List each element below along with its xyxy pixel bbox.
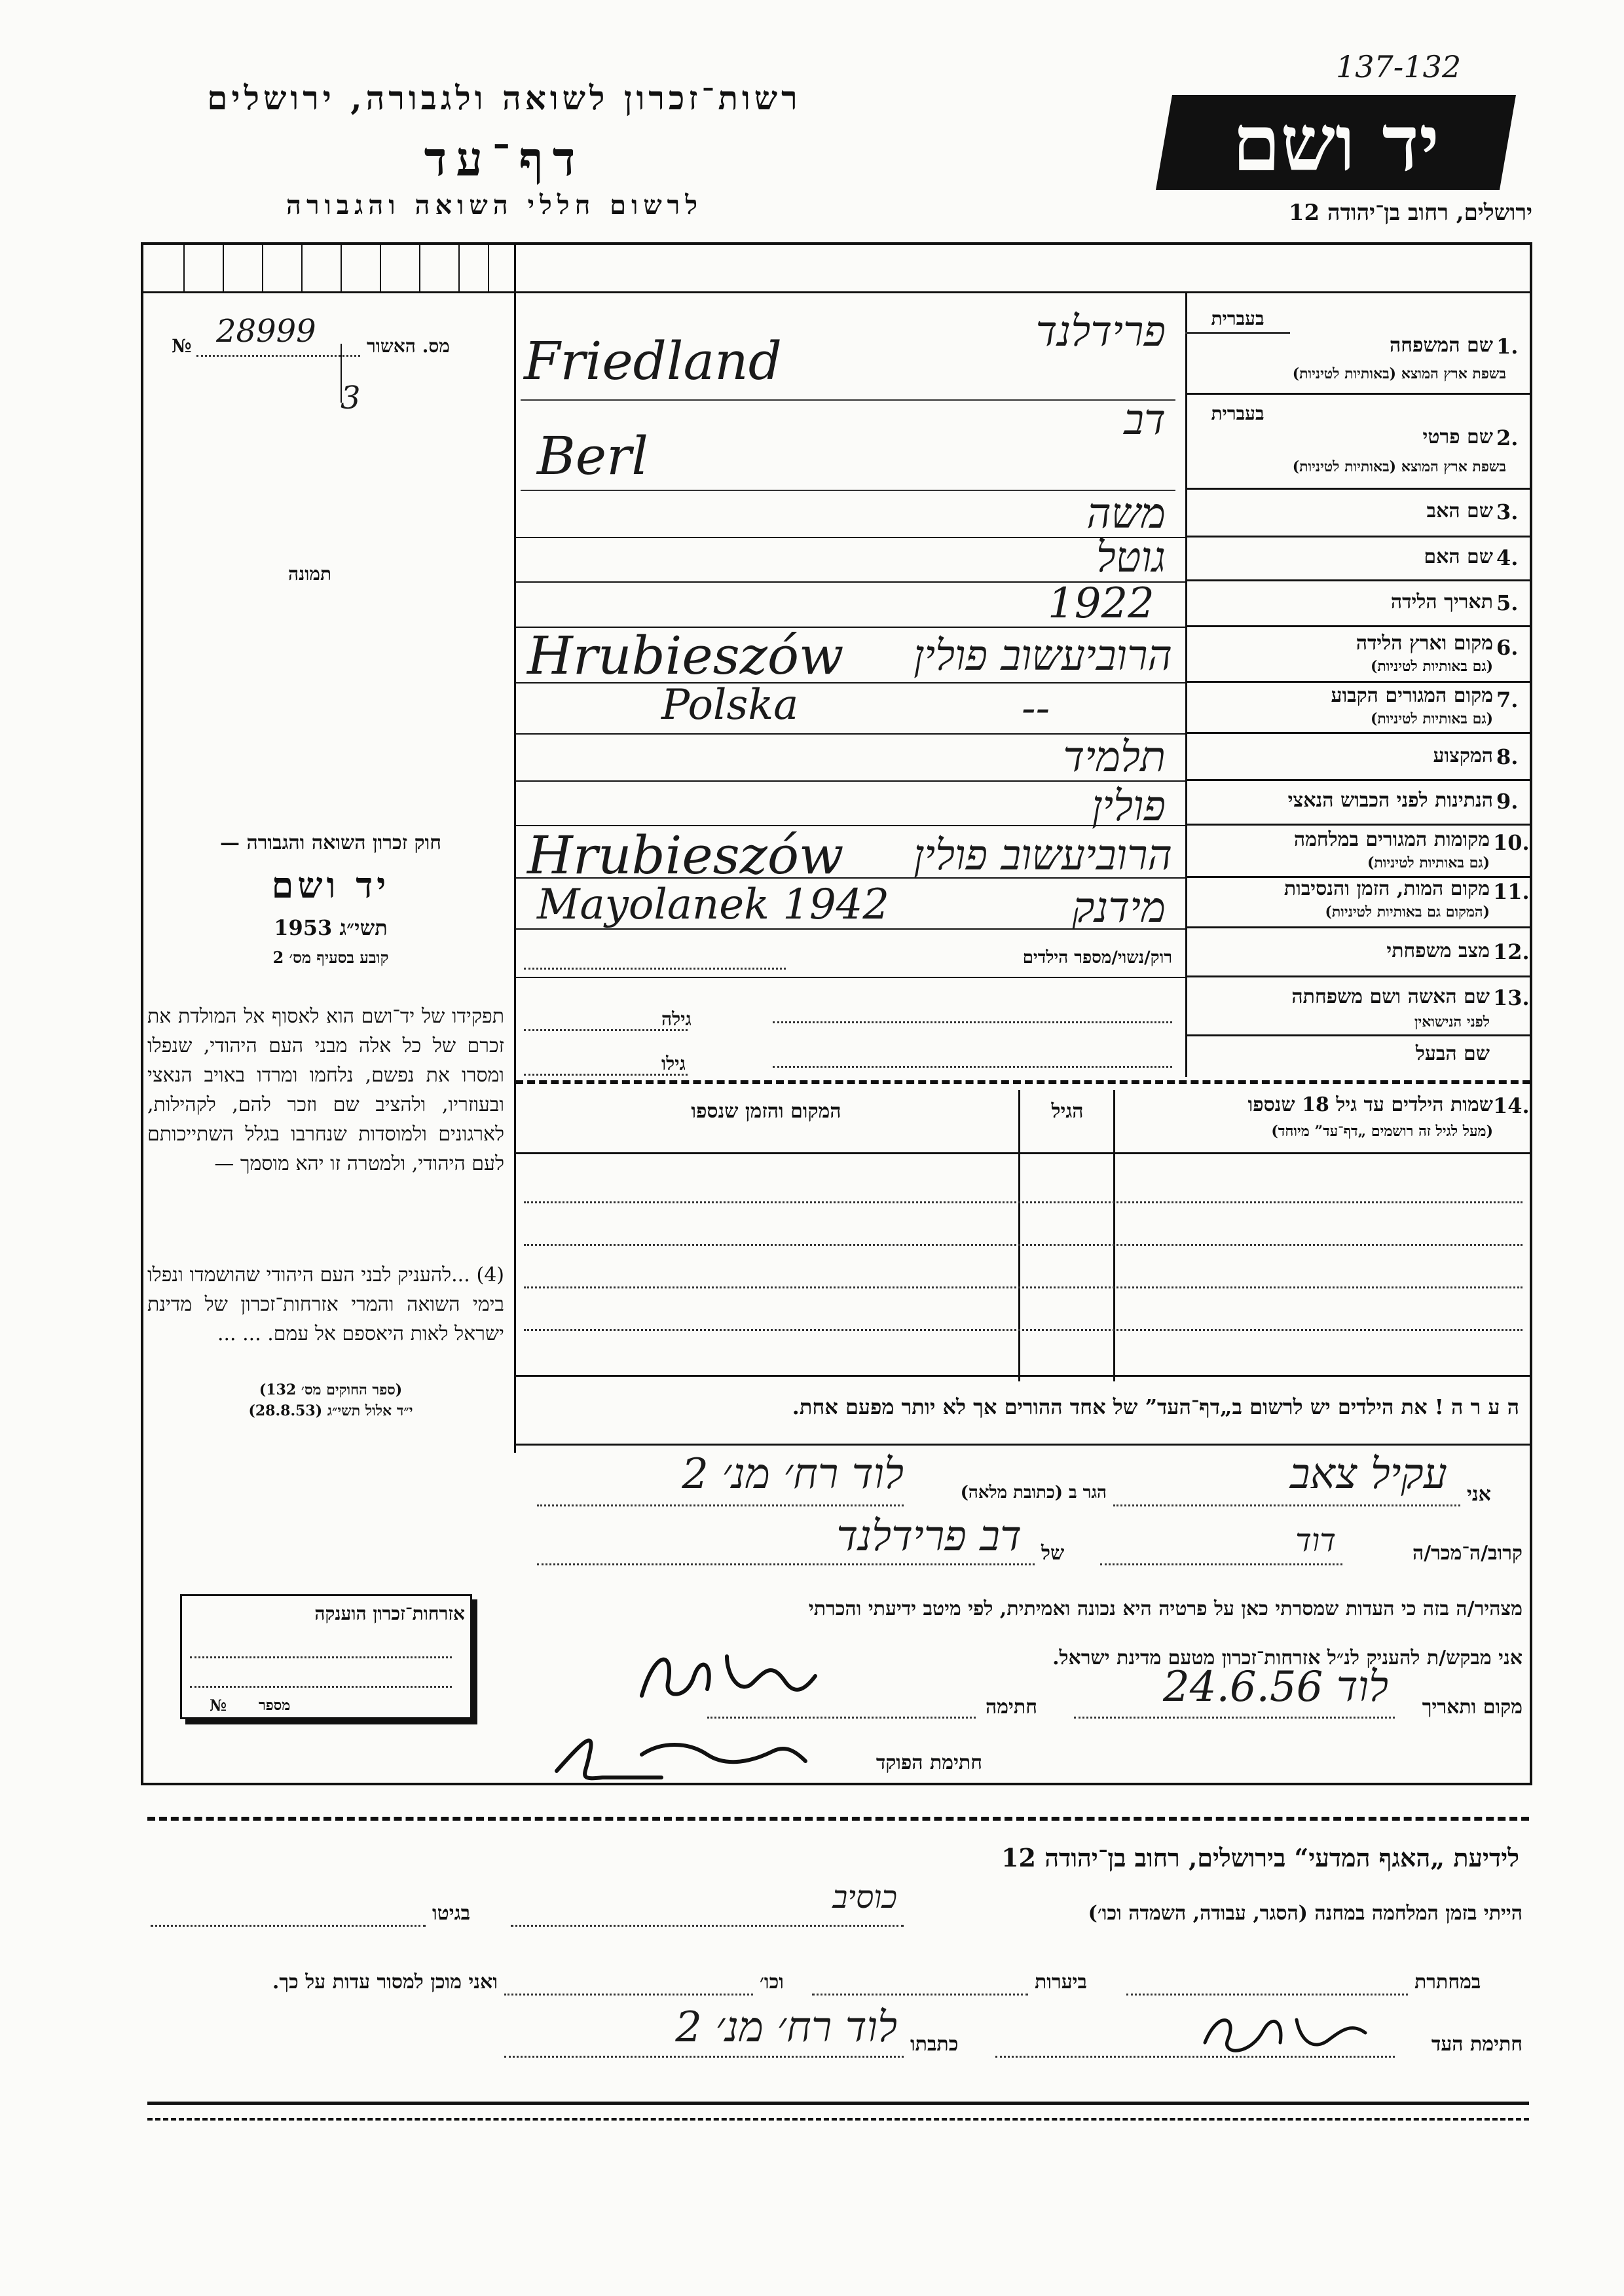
header-address: ירושלים, רחוב בן־יהודה 12 xyxy=(1288,200,1532,226)
form-subtitle: לרשום חללי השואה והגבורה xyxy=(286,190,703,221)
law-source: (ספר החוקים מס׳ 132) xyxy=(259,1381,403,1398)
field-12-num: 12. xyxy=(1493,939,1530,964)
bottom-ready-label: ואני מוכן למסור עדות על כך. xyxy=(272,1971,498,1994)
field-6-num: 6. xyxy=(1496,635,1519,660)
bottom-camp-value: כוסיב xyxy=(832,1879,897,1916)
form-title: דף־עד xyxy=(424,131,585,187)
witness-declaration: מצהיר/ה בזה כי העדות שמסרתי כאן על פרטיה היא נכונה ואמיתית, לפי מיטב ידיעתי והכרתי xyxy=(808,1597,1522,1620)
surname-latin: Friedland xyxy=(524,331,782,392)
birthplace-value: הרוביעשוב פולין xyxy=(913,632,1172,680)
occupation-value: תלמיד xyxy=(1063,733,1166,782)
field-13-num: 13. xyxy=(1493,985,1530,1010)
law-title: חוק זכרון השואה והגבורה — xyxy=(220,831,441,854)
field-1-sub: בשפת ארץ המוצא (באותיות לטיניות) xyxy=(1292,365,1506,382)
firstname-hebrew: דב xyxy=(1124,396,1166,445)
husband-label: שם הבעל xyxy=(1415,1042,1490,1065)
field-7-num: 7. xyxy=(1496,687,1519,712)
citizenship-box-no: № xyxy=(210,1696,227,1715)
field-5-label: תאריך הלידה xyxy=(1390,591,1493,613)
witness-name: עקיל צאב xyxy=(1289,1450,1447,1499)
bottom-title: לידיעת „האגף המדעי“ בירושלים, רחוב בן־יהודה 12 xyxy=(1001,1843,1519,1872)
field-10-num: 10. xyxy=(1493,830,1530,855)
field-11-num: 11. xyxy=(1493,879,1530,904)
bottom-forest-label: ביערות xyxy=(1035,1971,1088,1994)
logo-text: יד ושם xyxy=(1232,98,1440,189)
children-col-place: המקום והזמן שנספו xyxy=(691,1100,841,1123)
bottom-address-value: לוד רח׳ מנ׳ 2 xyxy=(675,2003,897,2052)
field-3-label: שם האב xyxy=(1426,500,1493,522)
witness-of-name: דב פרידלנד xyxy=(836,1512,1022,1561)
wartime-residence-latin: Hrubieszów xyxy=(527,825,844,886)
officer-signature-label: חתימת הפוקד xyxy=(876,1751,982,1774)
field-11-sub: (המקום גם באותיות לטיניות) xyxy=(1325,903,1490,920)
field-4-label: שם האם xyxy=(1424,545,1493,568)
bottom-line1-label: הייתי בזמן המלחמה במחנה (הסגר, עבודה, השמדה וכו׳) xyxy=(1088,1902,1522,1925)
witness-signature-label: חתימה xyxy=(986,1696,1037,1719)
law-name: יד ושם xyxy=(271,864,390,906)
field-4-num: 4. xyxy=(1496,545,1519,570)
officer-signature xyxy=(544,1715,819,1787)
residence-value: -- xyxy=(1022,684,1050,733)
field-8-num: 8. xyxy=(1496,744,1519,769)
field-5-num: 5. xyxy=(1496,591,1519,615)
bottom-etc-label: וכו׳ xyxy=(760,1971,784,1994)
field-12-label: מצב משפחתי xyxy=(1386,939,1490,962)
field-2-heb-tag: בעברית xyxy=(1211,403,1264,424)
witness-request: אני מבקש/ת להעניק לנ״ל אזרחות־זכרון מטעם מדינת ישראל. xyxy=(1052,1647,1522,1669)
field-6-label: מקום וארץ הלידה xyxy=(1356,632,1493,655)
field-10-sub: (גם באותיות לטיניות) xyxy=(1367,854,1490,871)
field-14-num: 14. xyxy=(1493,1093,1530,1118)
bottom-ghetto-label: בגיטו xyxy=(432,1902,471,1925)
law-date: י״ד אלול תשי״ג (28.8.53) xyxy=(248,1402,413,1419)
law-text-2: (4) ...להעניק לבני העם היהודי שהושמדו ונפלו בימי השואה והמרי אזרחות־זכרון של מדינת ישראל לאות היאספם אל עמם. ... ... xyxy=(147,1264,504,1345)
husband-age-label: גילו xyxy=(661,1053,686,1074)
field-13-label: שם האשה ושם משפחתה xyxy=(1291,985,1490,1008)
field-7-sub: (גם באותיות לטיניות) xyxy=(1370,710,1493,727)
citizenship-box-number-label: מספר xyxy=(259,1697,291,1714)
residence-latin: Polska xyxy=(661,681,799,729)
field-1-heb-tag: בעברית xyxy=(1211,308,1264,329)
nationality-value: פולין xyxy=(1092,782,1166,831)
bottom-underground-label: במחתרת xyxy=(1414,1971,1481,1994)
field-8-label: המקצוע xyxy=(1433,744,1493,767)
field-3-num: 3. xyxy=(1496,500,1519,524)
surname-hebrew: פרידלנד xyxy=(1035,308,1166,356)
bottom-address-label: כתבתו xyxy=(910,2033,959,2056)
law-clause: קובע בסעיף מס׳ 2 xyxy=(272,948,389,967)
death-place-latin: Mayolanek 1942 xyxy=(537,881,890,929)
witness-i-label: אני xyxy=(1467,1483,1491,1506)
law-text: תפקידו של יד־ושם הוא לאסוף אל המולדת את זכרם של כל אלה מבני העם היהודי, שנפלו ומסרו את נפשם, נלחמו ומרדו באויב הנאצי ובעוזריו, ולהציב שם וזכר להם, לקהילות, לארגונים ולמוסדות שנחרבו בגלל השתייכותם לעם היהודי, ולמטרה זו יהא מוסמך — xyxy=(147,1005,504,1175)
witness-relation: דוד xyxy=(1295,1522,1336,1559)
firstname-latin: Berl xyxy=(537,426,648,486)
bottom-witness-signature xyxy=(1192,2003,1375,2062)
children-col-age: הגיל xyxy=(1051,1100,1084,1123)
witness-resident-label: הגר ב (כתובת מלאה) xyxy=(960,1483,1107,1503)
children-note: ה ע ר ה ! את הילדים יש לרשום ב„דף־העד” של אחד ההורים אך לא יותר מפעם אחת. xyxy=(792,1394,1519,1419)
field-9-num: 9. xyxy=(1496,789,1519,814)
reference-number: 137-132 xyxy=(1336,49,1462,84)
witness-address: לוד רח׳ מנ׳ 2 xyxy=(682,1450,904,1499)
field-2-sub: בשפת ארץ המוצא (באותיות לטיניות) xyxy=(1292,458,1506,475)
field-2-num: 2. xyxy=(1496,426,1519,450)
wife-age-label: גילה xyxy=(661,1008,692,1030)
children-sub: (מעל לגיל זה רושמים „דף־עד” מיוחד) xyxy=(1271,1123,1493,1140)
witness-signature xyxy=(629,1637,825,1715)
registration-number: 28999 xyxy=(216,313,316,350)
field-6-sub: (גם באותיות לטיניות) xyxy=(1370,658,1493,675)
field-13-sub: לפני הנישואין xyxy=(1414,1013,1490,1030)
witness-place-date-label: מקום ותאריך xyxy=(1422,1696,1522,1719)
birthplace-latin: Hrubieszów xyxy=(527,625,844,686)
death-place-value: מידנק xyxy=(1072,884,1166,932)
field-7-label: מקום המגורים הקבוע xyxy=(1331,684,1493,707)
yad-vashem-logo xyxy=(1153,92,1519,193)
children-label: שמות הילדים עד גיל 18 שנספו xyxy=(1247,1093,1493,1116)
citizenship-box-title: אזרחות־זכרון הוענקה xyxy=(314,1603,465,1624)
marital-options: רוק/נשוי/מספר הילדים xyxy=(1022,948,1172,968)
photo-label: תמונה xyxy=(288,563,332,585)
witness-of-label: של xyxy=(1041,1542,1065,1565)
field-10-label: מקומות המגורים במלחמה xyxy=(1293,828,1490,851)
wartime-residence-value: הרוביעשוב פולין xyxy=(913,831,1172,880)
registration-sub: 3 xyxy=(341,380,361,416)
law-year: תשי״ג 1953 xyxy=(274,915,388,940)
authority-title: רשות־זכרון לשואה ולגבורה, ירושלים xyxy=(207,79,802,117)
father-name-value: משה xyxy=(1086,490,1166,538)
reg-no-sign: № xyxy=(172,335,192,357)
field-2-label: שם פרטי xyxy=(1422,426,1493,448)
field-11-label: מקום המות, הזמן והנסיבות xyxy=(1283,877,1490,900)
field-1-label: שם המשפחה xyxy=(1389,334,1493,357)
witness-place-date: לוד 24.6.56 xyxy=(1163,1663,1388,1711)
field-1-num: 1. xyxy=(1496,334,1519,359)
field-9-label: הנתינות לפני הכבוש הנאצי xyxy=(1287,789,1493,812)
bottom-sign-label: חתימת העד xyxy=(1431,2033,1522,2056)
witness-relation-label: קרוב/ה־מכר/ה xyxy=(1412,1542,1522,1565)
reg-label: מס. האשור xyxy=(367,335,450,357)
birth-date-value: 1922 xyxy=(1048,579,1154,628)
mother-name-value: גוטל xyxy=(1096,534,1166,582)
